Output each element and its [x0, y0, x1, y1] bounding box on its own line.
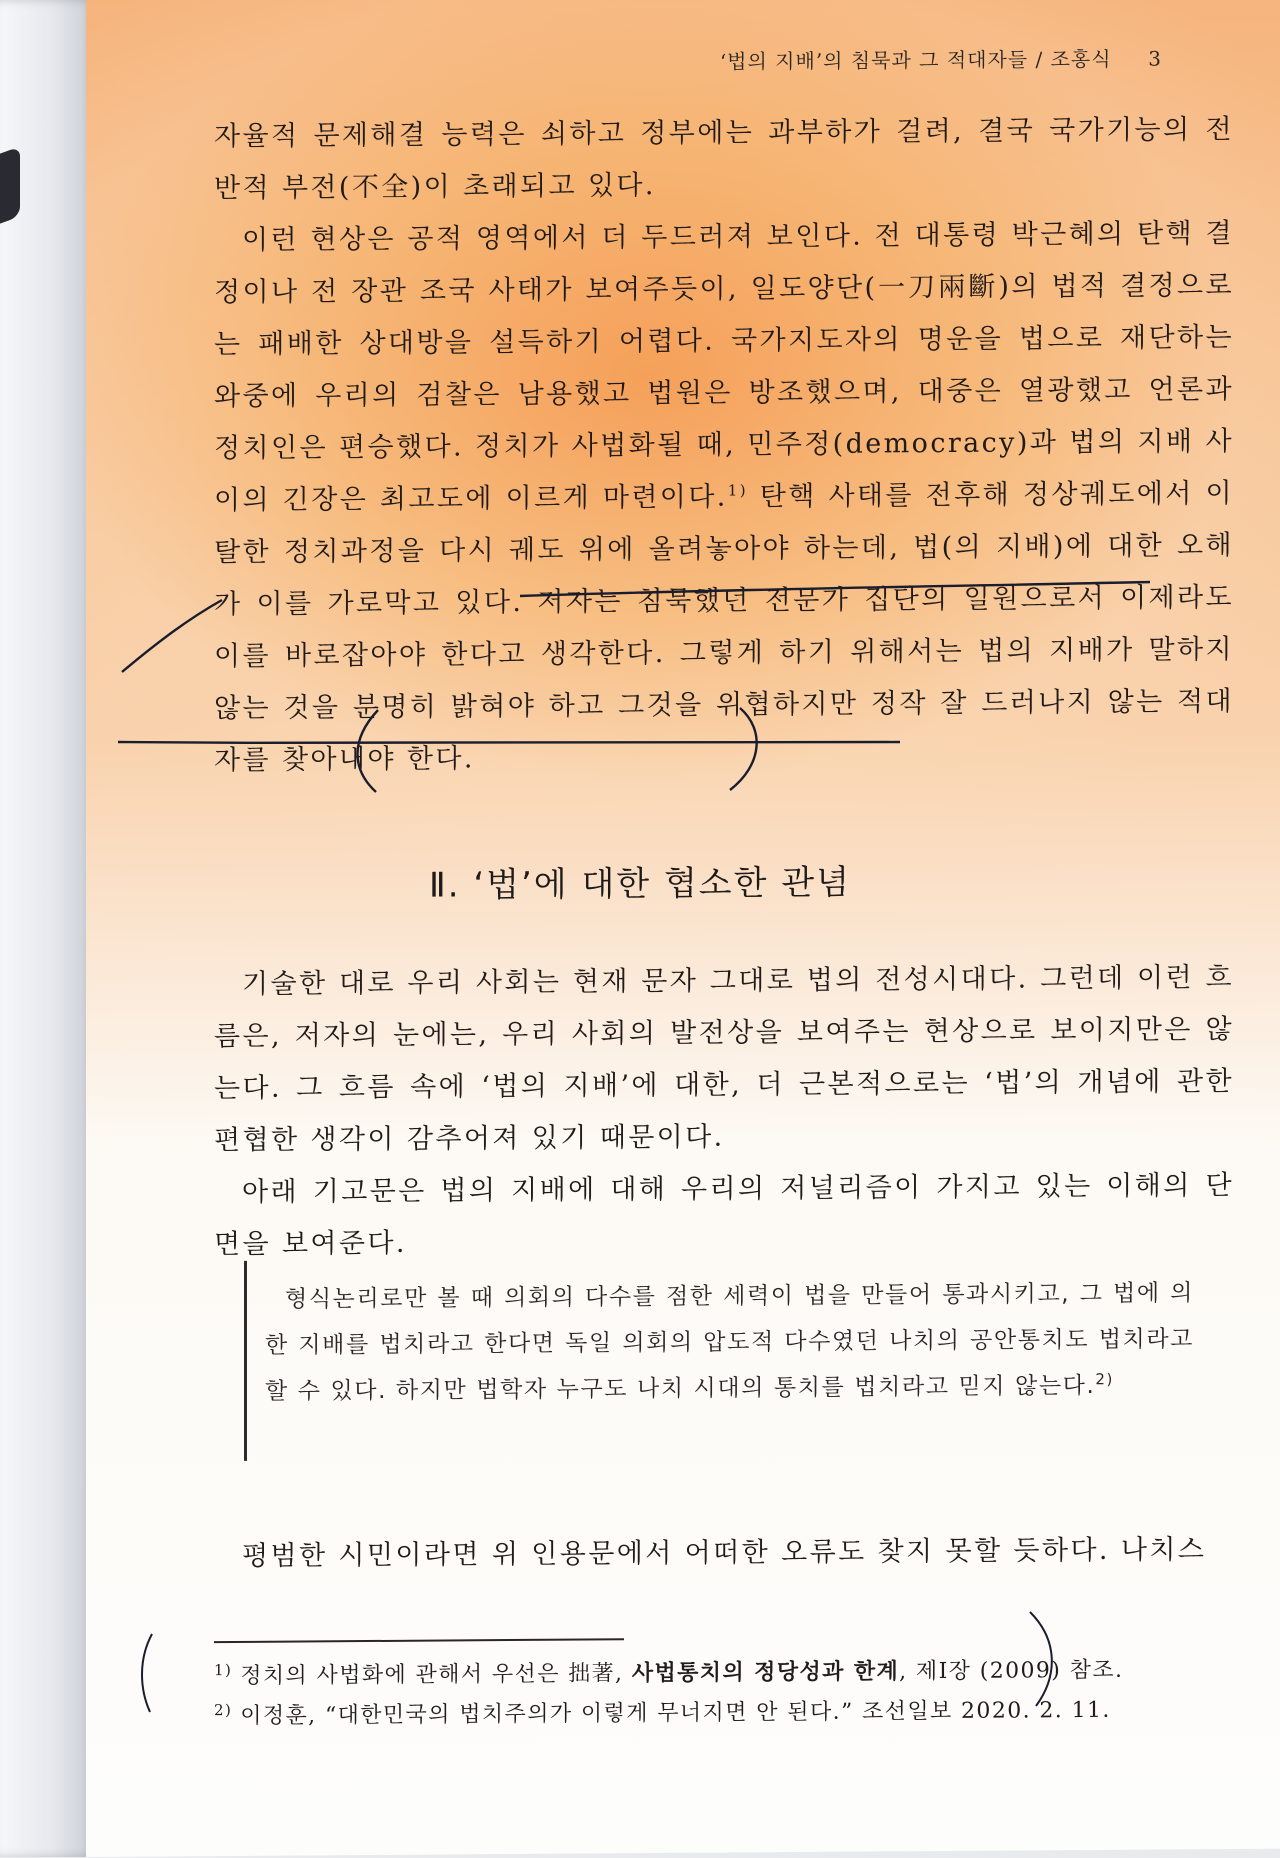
paragraph-text: 이런 현상은 공적 영역에서 더 두드러져 보인다. 전 대통령 박근혜의 탄핵 결정이나 전 장관 조국 사태가 보여주듯이, 일도양단(一刀兩斷)의 법적 결정으로는 패배한 상대방을 설득하기 어렵다. 국가지도자의 명운을 법으로 재단하는 와중에 우리의 검찰은 남용했고 법원은 방조했으며, 대중은 열광했고 언론과 정치인은 편승했다. 정치가 사법화될 때, 민주정(democracy)과 법의 지배 사이의 긴장은 최고도에 이르게 마련이다. — [214, 217, 1234, 517]
footnote-number: 2) — [214, 1700, 233, 1719]
section-heading: Ⅱ. ‘법’에 대한 협소한 관념 — [429, 862, 851, 906]
paragraph-text: 평범한 시민이라면 위 인용문에서 어떠한 오류도 찾지 못할 듯하다. 나치스 — [242, 1534, 1207, 1572]
book-spine-edge — [0, 0, 96, 1857]
quote-body: 형식논리로만 볼 때 의회의 다수를 점한 세력이 법을 만들어 통과시키고, 그 법에 의한 지배를 법치라고 한다면 독일 의회의 압도적 다수였던 나치의 공안통치도 법치라고 할 수 있다. 하지만 법학자 누구도 나치 시대의 통치를 법치라고 믿지 않는다. — [265, 1280, 1194, 1405]
footnote-1 — [214, 1652, 1244, 1690]
book-page — [86, 0, 1280, 1857]
spine-mark — [0, 146, 20, 223]
footnote-book-title: 사법통치의 정당성과 한계 — [631, 1659, 900, 1687]
footnote-ref: 1) — [727, 481, 748, 500]
quote-text — [265, 1270, 1194, 1414]
paragraph-continuation — [214, 104, 1234, 215]
running-title: ‘법의 지배’의 침묵과 그 적대자들 / 조홍식 — [719, 46, 1112, 74]
block-quote — [244, 1254, 1194, 1461]
paragraph-body — [214, 1524, 1234, 1583]
paragraph-body — [214, 952, 1234, 1167]
paragraph-text: 아래 기고문은 법의 지배에 대해 우리의 저널리즘이 가지고 있는 이해의 단면을 보여준다. — [214, 1169, 1234, 1261]
footnote-text: 이정훈, “대한민국의 법치주의가 이렇게 무너지면 안 된다.” 조선일보 2020. 2. 11. — [240, 1697, 1111, 1729]
paragraph-text: 자율적 문제해결 능력은 쇠하고 정부에는 과부하가 걸려, 결국 국가기능의 전반적 부전(不全)이 초래되고 있다. — [214, 113, 1234, 205]
footnote-text: , 제I장 (2009) 참조. — [899, 1657, 1124, 1685]
page-number: 3 — [1148, 46, 1162, 71]
footnote-divider — [214, 1638, 624, 1643]
footnote-ref: 2) — [1095, 1370, 1114, 1389]
footnote-text: 정치의 사법화에 관해서 우선은 拙著, — [240, 1661, 632, 1689]
paragraph-text: 기술한 대로 우리 사회는 현재 문자 그대로 법의 전성시대다. 그런데 이런 흐름은, 저자의 눈에는, 우리 사회의 발전상을 보여주는 현상으로 보이지만은 않는다. 그 흐름 속에 ‘법의 지배’에 대한, 더 근본적으로는 ‘법’의 개념에 관한 편협한 생각이 감추어져 있기 때문이다. — [214, 961, 1234, 1157]
running-header — [720, 42, 1162, 74]
footnote-number: 1) — [214, 1660, 233, 1679]
paragraph-highlighted — [214, 208, 1234, 787]
footnote-2 — [214, 1692, 1244, 1730]
paragraph-text: 탄핵 사태를 전후해 정상궤도에서 이탈한 정치과정을 다시 궤도 위에 올려놓아야 하는데, 법(의 지배)에 대한 오해가 이를 가로막고 있다. 저자는 침묵했던 전문가 집단의 일원으로서 이제라도 이를 바로잡아야 한다고 생각한다. 그렇게 하기 위해서는 법의 지배가 말하지 않는 것을 분명히 밝혀야 하고 그것을 위협하지만 정작 잘 드러나지 않는 적대자를 찾아내야 한다. — [214, 477, 1234, 777]
